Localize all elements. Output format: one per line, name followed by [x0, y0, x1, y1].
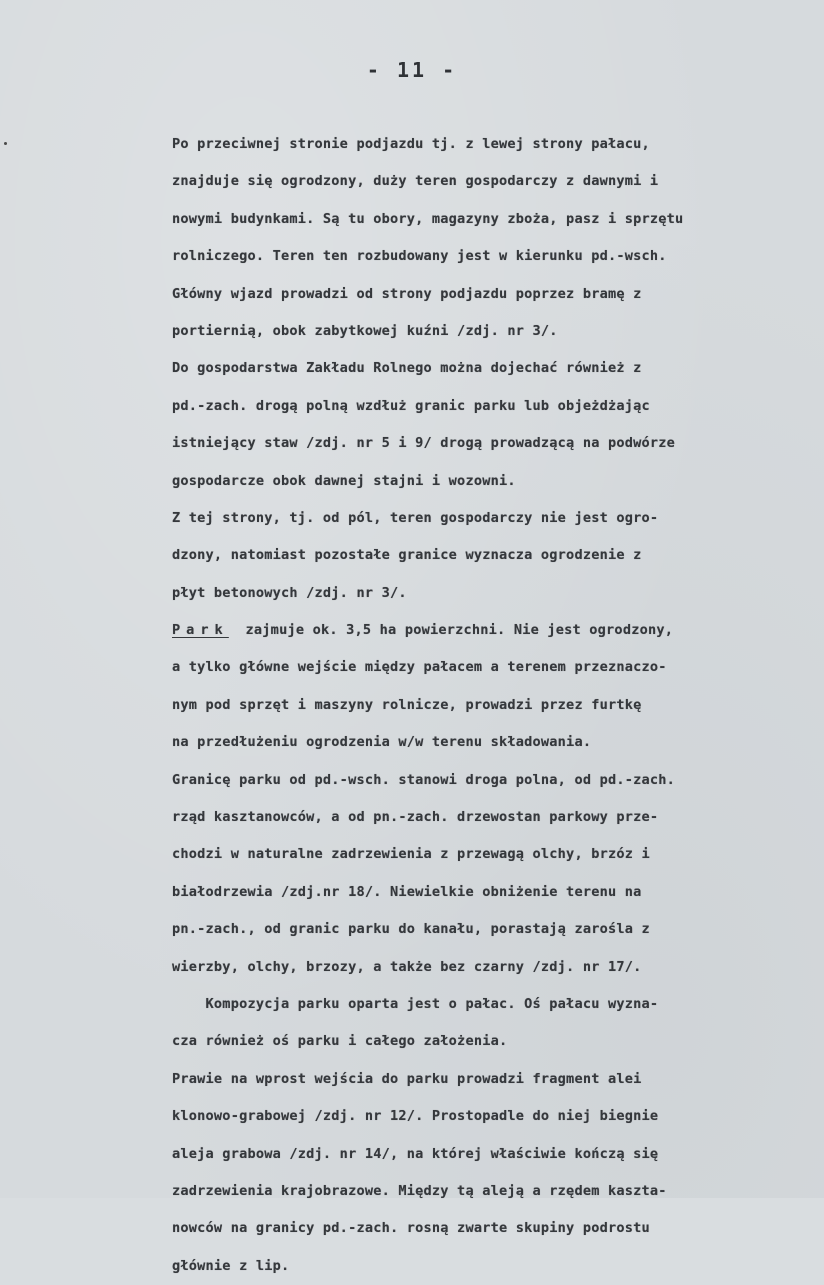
text-line: dzony, natomiast pozostałe granice wyznacza ogrodzenie z [172, 547, 642, 564]
text-line: portiernią, obok zabytkowej kuźni /zdj. nr 3/. [172, 322, 558, 339]
text-line: rząd kasztanowców, a od pn.-zach. drzewostan parkowy prze- [172, 809, 659, 826]
text-line: cza również oś parku i całego założenia. [172, 1033, 508, 1050]
text-line-rest: zajmuje ok. 3,5 ha powierzchni. Nie jest ogrodzony, [245, 622, 674, 639]
text-line: znajduje się ogrodzony, duży teren gospodarczy z dawnymi i [172, 173, 659, 190]
text-line: Granicę parku od pd.-wsch. stanowi droga polna, od pd.-zach. [172, 771, 676, 788]
text-line: nowców na granicy pd.-zach. rosną zwarte skupiny podrostu [172, 1220, 650, 1237]
text-line: Z tej strony, tj. od pól, teren gospodarczy nie jest ogro- [172, 509, 659, 526]
text-line: Po przeciwnej stronie podjazdu tj. z lewej strony pałacu, [172, 136, 650, 152]
text-line: na przedłużeniu ogrodzenia w/w terenu składowania. [172, 734, 592, 751]
margin-speck [4, 142, 7, 145]
text-line: płyt betonowych /zdj. nr 3/. [172, 584, 407, 601]
text-line [172, 612, 822, 649]
text-line: gospodarcze obok dawnej stajni i wozowni. [172, 472, 516, 489]
text-line: Do gospodarstwa Zakładu Rolnego można dojechać również z [172, 360, 642, 377]
text-line: Kompozycja parku oparta jest o pałac. Oś pałacu wyzna- [172, 995, 659, 1012]
text-line: Prawie na wprost wejścia do parku prowadzi fragment alei [172, 1070, 642, 1087]
text-line: zadrzewienia krajobrazowe. Między tą aleją a rzędem kaszta- [172, 1182, 667, 1199]
text-line: pn.-zach., od granic parku do kanału, porastają zarośla z [172, 921, 650, 938]
text-line: pd.-zach. drogą polną wzdłuż granic parku lub objeżdżając [172, 397, 650, 414]
text-line: istniejący staw /zdj. nr 5 i 9/ drogą prowadzącą na podwórze [172, 435, 676, 452]
text-line: klonowo-grabowej /zdj. nr 12/. Prostopadle do niej biegnie [172, 1108, 659, 1125]
text-line: nowymi budynkami. Są tu obory, magazyny zboża, pasz i sprzętu [172, 210, 684, 227]
page-number: - 11 - [366, 58, 458, 82]
text-line: białodrzewia /zdj.nr 18/. Niewielkie obniżenie terenu na [172, 883, 642, 900]
text-line: a tylko główne wejście między pałacem a terenem przeznaczo- [172, 659, 667, 676]
text-line: nym pod sprzęt i maszyny rolnicze, prowadzi przez furtkę [172, 696, 642, 713]
text-line: Główny wjazd prowadzi od strony podjazdu poprzez bramę z [172, 285, 642, 302]
section-keyword-park: Park [172, 622, 229, 639]
document-body [172, 126, 822, 1285]
text-line: głównie z lip. [172, 1257, 290, 1274]
text-line: chodzi w naturalne zadrzewienia z przewagą olchy, brzóz i [172, 846, 650, 863]
text-line: rolniczego. Teren ten rozbudowany jest w kierunku pd.-wsch. [172, 248, 667, 265]
text-line: wierzby, olchy, brzozy, a także bez czarny /zdj. nr 17/. [172, 958, 642, 975]
text-line: aleja grabowa /zdj. nr 14/, na której właściwie kończą się [172, 1145, 659, 1162]
